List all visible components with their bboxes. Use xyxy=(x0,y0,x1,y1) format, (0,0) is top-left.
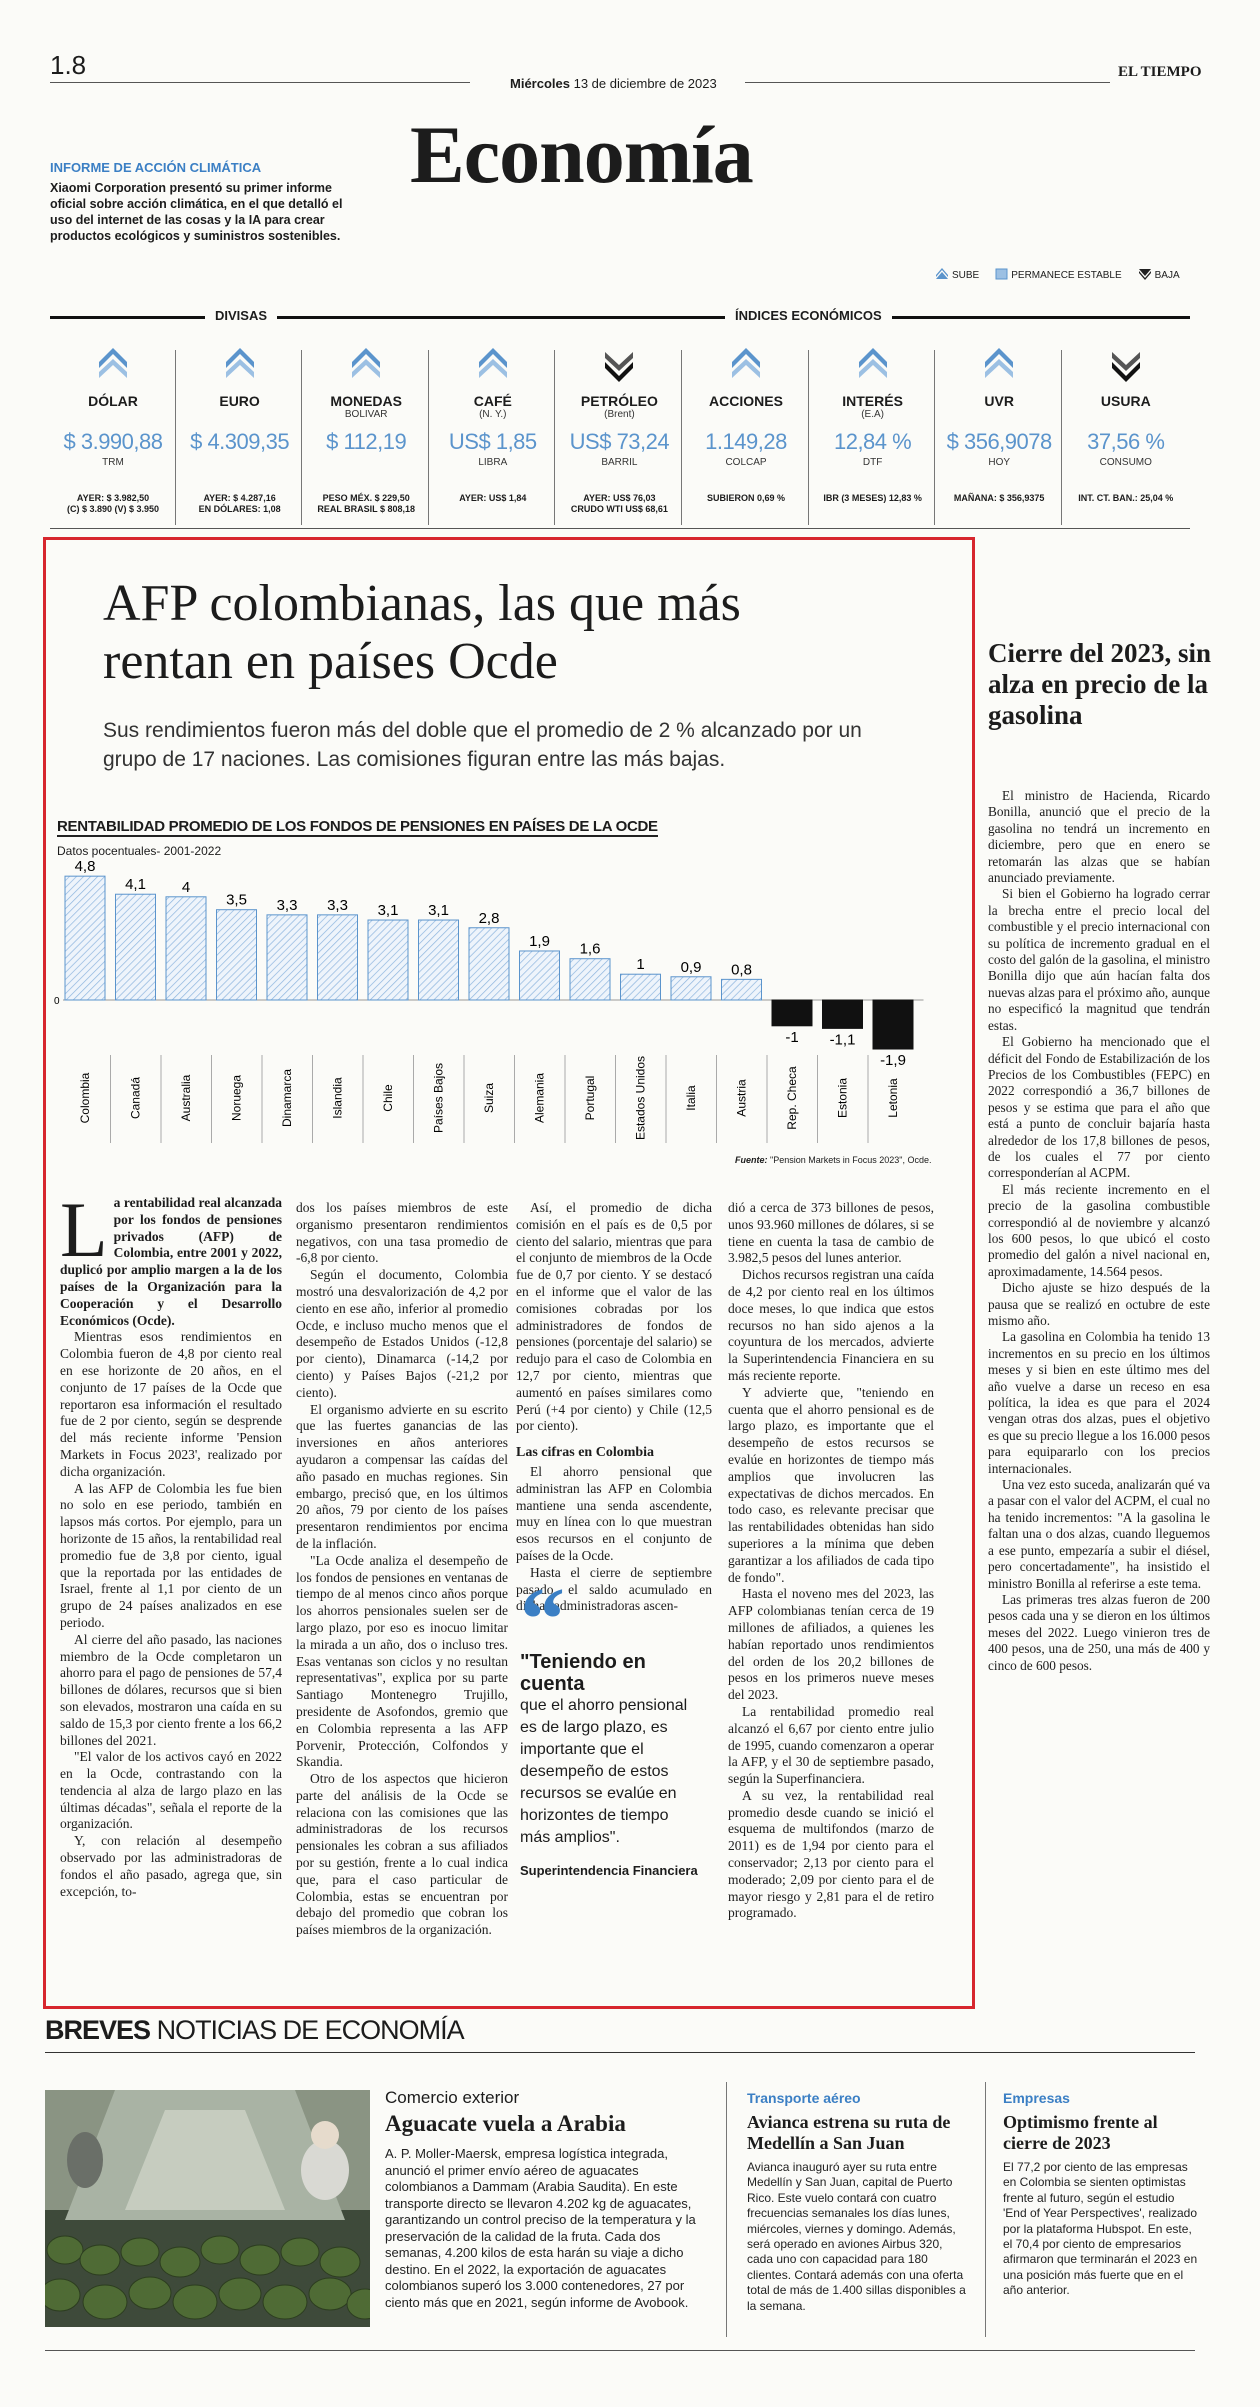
up-arrow-icon xyxy=(430,345,556,385)
indicator-foot: AYER: US$ 76,03 xyxy=(583,493,656,503)
indicator-foot: AYER: $ 3.982,50 xyxy=(76,493,150,503)
stable-square-icon xyxy=(995,268,1008,283)
breve-headline: Aguacate vuela a Arabia xyxy=(385,2111,626,2136)
indicator-sub xyxy=(683,409,809,421)
indicator-dólar xyxy=(50,345,176,525)
indicator-sub: (N. Y.) xyxy=(479,409,507,420)
chart-category-label: Dinamarca xyxy=(280,1068,294,1128)
chart-category-label: Austria xyxy=(734,1079,749,1117)
indicator-divider xyxy=(428,350,429,525)
up-arrow-icon xyxy=(810,345,936,385)
article-paragraph: El organismo advierte en su escrito que las fuertes ganancias de las inversiones en años anteriores ayudaron a compensar las caídas del año pasado en muchas regiones. Sin embargo, precisó que, en los últimos 20 años, 79 por ciento de los países presentaron rendimientos por encima de la inflación. xyxy=(296,1401,508,1551)
indicator-name: CAFÉ xyxy=(473,393,512,409)
indicator-unit: LIBRA xyxy=(478,457,508,468)
up-arrow-icon xyxy=(50,345,176,385)
article-subhead: Las cifras en Colombia xyxy=(516,1445,655,1461)
chart-category-label: Letonia xyxy=(886,1078,900,1118)
chart-category-label: Australia xyxy=(179,1074,193,1122)
pension-returns-chart xyxy=(50,860,950,1155)
chart-category-label: Portugal xyxy=(583,1075,597,1121)
indicator-foot: CRUDO WTI US$ 68,61 xyxy=(570,504,668,514)
indicator-acciones xyxy=(683,345,809,525)
chart-data-label: 2,8 xyxy=(478,909,500,927)
breves-banner xyxy=(45,2015,464,2046)
side-paragraph: El ministro de Hacienda, Ricardo Bonilla, anunció que el precio de la gasolina no tendrá un incremento en diciembre, pero que en enero se retomarán las alzas que se habían anunciado previamente. xyxy=(988,788,1210,886)
indicator-usura xyxy=(1063,345,1189,525)
breve-text: A. P. Moller-Maersk, empresa logística integrada, anunció el primer envío aéreo de aguacates colombianos a Dammam (Arabia Saudita). En este transporte directo se llevaron 4.202 kg de aguacates, garantizando un control preciso de la temperatura y la preservación de la calidad de la fruta. Cada dos semanas, 4.200 kilos de esta harán su viaje a dicho destino. En el 2022, la exportación de aguacates colombianos superó los 3.000 contenedores, 27 por ciento más que en 2021, según informe de Avobook. xyxy=(385,2146,696,2310)
article-paragraph: La rentabilidad promedio real alcanzó el 6,67 por ciento entre julio de 1995, cuando comenzaron a operar la AFP, y el 30 de septiembre pasado, según la Superfinanciera. xyxy=(728,1703,934,1787)
indicator-sub: (E.A) xyxy=(861,409,884,420)
chart-data-label: 0,8 xyxy=(731,961,752,979)
chart-data-label: 1,9 xyxy=(529,932,550,950)
indicator-name: DÓLAR xyxy=(88,393,138,409)
breve-headline: Optimismo frente al cierre de 2023 xyxy=(1003,2112,1158,2153)
indicator-foot: REAL BRASIL $ 808,18 xyxy=(317,504,416,514)
breve-kicker: Empresas xyxy=(1003,2090,1070,2106)
chart-data-label: -1 xyxy=(785,1028,799,1046)
chart-bar xyxy=(520,951,560,1000)
quote-mark-icon: “ xyxy=(520,1570,565,1669)
indicator-divider xyxy=(934,350,935,525)
article-paragraph: Hasta el noveno mes del 2023, las AFP colombianas tenían cerca de 19 millones de afiliados, a quienes les habían reportado unos rendimientos del orden de los 20,2 billones de pesos en los primeros nueve meses del 2023. xyxy=(728,1586,934,1703)
down-arrow-icon xyxy=(556,345,682,385)
indicator-sub xyxy=(177,409,303,421)
indicator-foot: AYER: $ 4.287,16 xyxy=(203,493,276,503)
chart-category-label: Rep. Checa xyxy=(785,1066,799,1130)
article-paragraph: dió a cerca de 373 billones de pesos, unos 93.960 millones de dólares, si se tiene en cuenta la tasa de cambio de 3.982,5 pesos del lunes anterior. xyxy=(728,1200,934,1266)
chart-category-label: Noruega xyxy=(229,1074,244,1122)
chart-data-label: 3,1 xyxy=(377,902,399,920)
chart-category-label: Estados Unidos xyxy=(633,1055,648,1141)
indicator-divider xyxy=(175,350,176,525)
trend-legend xyxy=(935,268,1180,283)
chart-bar xyxy=(318,915,358,1000)
chart-data-label: -1,9 xyxy=(880,1052,906,1070)
chart-data-label: 0,9 xyxy=(680,958,702,976)
indicator-petróleo xyxy=(556,345,682,525)
breves-divider xyxy=(726,2082,727,2337)
indicator-café xyxy=(430,345,556,525)
indicator-foot: (C) $ 3.890 (V) $ 3.950 xyxy=(66,504,160,514)
chart-source-text: "Pension Markets in Focus 2023", Ocde. xyxy=(770,1155,932,1165)
chart-data-label: 3,1 xyxy=(428,902,449,920)
pull-quote xyxy=(520,1570,700,1878)
chart-data-label: 4,1 xyxy=(125,876,146,894)
article-col-3 xyxy=(516,1200,712,1615)
chart-bar xyxy=(166,897,206,1000)
article-paragraph: "La Ocde analiza el desempeño de los fondos de pensiones en ventanas de tiempo de al menos cinco años porque los ahorros pensionales suelen ser de largo plazo, por eso es inocuo limitar la mirada a un año, dos o incluso tres. Esas ventanas son ciclos y no resultan representativas", explica por su parte Santiago Montenegro Trujillo, presidente de Asofondos, gremio que en Colombia representa a las AFP Porvenir, Protección, Colfondos y Skandia. xyxy=(296,1552,508,1770)
chart-category-label: Canadá xyxy=(128,1076,143,1120)
legend-up xyxy=(935,268,979,283)
breve-2 xyxy=(747,2090,967,2314)
indicator-foot: INT. CT. BAN.: 25,04 % xyxy=(1078,493,1174,503)
chart-bar xyxy=(823,1000,863,1028)
chart-data-label: 1 xyxy=(636,956,645,974)
chart-category-label: Italia xyxy=(684,1085,698,1111)
chart-bar xyxy=(217,910,257,1000)
indicator-value: 37,56 % xyxy=(1087,429,1165,454)
header-rule-left xyxy=(50,82,470,83)
avocado-photo xyxy=(45,2090,370,2327)
breve-headline: Avianca estrena su ruta de Medellín a San Juan xyxy=(747,2112,951,2153)
breves-label: BREVES xyxy=(45,2015,151,2045)
legend-up-label: SUBE xyxy=(952,270,980,282)
indicator-value: 1.149,28 xyxy=(705,429,787,454)
article-col-1 xyxy=(60,1186,282,1900)
header-rule-right xyxy=(745,82,1110,83)
article-paragraph: A su vez, la rentabilidad real promedio desde cuando se inició el esquema de multifondos (marzo de 2011) es de 1,94 por ciento para el conservador; 2,13 por ciento para el moderado; 2,09 por ciento para el de mayor riesgo y 2,81 para el de retiro programado. xyxy=(728,1787,934,1921)
chart-bar xyxy=(116,894,156,1000)
indicator-unit: TRM xyxy=(102,457,124,468)
chart-bar xyxy=(469,928,509,1000)
chart-subtitle: Datos pocentuales- 2001-2022 xyxy=(57,844,222,858)
indicator-name: INTERÉS xyxy=(842,393,903,409)
indicator-divider xyxy=(1061,350,1062,525)
article-paragraph: Dichos recursos registran una caída de 4,2 por ciento real en los últimos doce meses, lo que indica que estos recursos no han sido ajenos a la coyuntura de los mercados, advierte la Superintendencia Financiera en su más reciente reporte. xyxy=(728,1267,934,1383)
down-arrow-icon xyxy=(1063,345,1189,385)
indicator-foot: PESO MÉX. $ 229,50 xyxy=(322,493,410,503)
newspaper-name: EL TIEMPO xyxy=(1118,64,1202,80)
chart-data-label: 4,8 xyxy=(74,860,96,876)
chart-bar xyxy=(570,959,610,1000)
indicator-name: PETRÓLEO xyxy=(580,393,658,409)
indicators-bottom-rule xyxy=(50,528,1190,529)
side-headline: Cierre del 2023, sin alza en precio de la gasolina xyxy=(988,638,1211,730)
chart-source-label: Fuente: xyxy=(735,1155,768,1165)
article-lead: a rentabilidad real alcanzada por los fondos de pensiones privados (AFP) de Colombia, entre 2001 y 2022, duplicó por amplio margen a la de los países de la Organización para la Cooperación y el Desarrollo Económicos (Ocde). xyxy=(60,1195,282,1328)
indicator-divider xyxy=(808,350,809,525)
indicator-name: UVR xyxy=(984,393,1014,409)
divisas-label: DIVISAS xyxy=(205,308,277,323)
chart-category-label: Estonia xyxy=(835,1077,850,1119)
indicator-divider xyxy=(301,350,302,525)
chart-bar xyxy=(368,920,408,1000)
indicator-sub: (Brent) xyxy=(604,409,635,420)
indicator-foot: MAÑANA: $ 356,9375 xyxy=(953,493,1045,503)
breve-3 xyxy=(1003,2090,1198,2299)
article-headline: AFP colombianas, las que más rentan en países Ocde xyxy=(103,575,741,690)
legend-down xyxy=(1138,268,1180,283)
breve-text: Avianca inauguró ayer su ruta entre Medellín y San Juan, capital de Puerto Rico. Este vuelo contará con cuatro frecuencias semanales los días lunes, miércoles, viernes y domingo. Además, será operado en aviones Airbus 320, cada uno con capacidad para 180 clientes. Contará además con una oferta total de más de 1.400 sillas disponibles a la semana. xyxy=(747,2160,966,2313)
chart-category-label: Suiza xyxy=(482,1082,496,1114)
breve-text: El 77,2 por ciento de las empresas en Colombia se sienten optimistas frente al futuro, según el estudio 'End of Year Perspectives', realizado por la plataforma Hubspot. En este, el 70,4 por ciento de empresarios afirmaron que terminarán el 2023 en una posición más fuerte que en el año anterior. xyxy=(1003,2160,1198,2298)
indicator-interés xyxy=(810,345,936,525)
indicator-name: MONEDAS xyxy=(330,393,402,409)
chart-category-label: Países Bajos xyxy=(431,1062,446,1134)
indicator-unit: DTF xyxy=(862,457,883,468)
breves-sublabel: NOTICIAS DE ECONOMÍA xyxy=(156,2015,464,2045)
chart-data-label: -1,1 xyxy=(829,1031,856,1049)
up-arrow-icon xyxy=(935,268,949,283)
chart-data-label: 1,6 xyxy=(579,940,601,958)
breve-1 xyxy=(385,2088,715,2311)
article-paragraph: A las AFP de Colombia les fue bien no solo en ese periodo, también en lapsos más cortos. Por ejemplo, para un horizonte de 15 años, la rentabilidad real promedio fue de 3,8 por ciento, igual que la reportada por las entidades de Israel, frente al 1,1 por ciento de un grupo de 24 países analizados en ese periodo. xyxy=(60,1480,282,1630)
chart-category-label: Islandia xyxy=(330,1077,345,1119)
indices-label: ÍNDICES ECONÓMICOS xyxy=(725,308,892,323)
info-tag: INFORME DE ACCIÓN CLIMÁTICA xyxy=(50,160,262,175)
side-paragraph: Una vez esto suceda, analizarán qué va a pasar con el valor del ACPM, el cual no ha tenido incrementos: "A la gasolina le faltan una o dos alzas, cuando lleguemos a ese punto, empezaría a subir el diésel, pero concertadamente", ha insistido el ministro Bonilla al referirse a este tema. xyxy=(988,1477,1210,1591)
footer-rule xyxy=(45,2350,1195,2351)
indicator-unit: BARRIL xyxy=(601,457,638,468)
chart-category-label: Chile xyxy=(381,1084,395,1112)
legend-stable-label: PERMANECE ESTABLE xyxy=(1011,270,1122,282)
article-paragraph: El ahorro pensional que administran las AFP en Colombia mantiene una senda ascendente, muy en línea con lo que muestran esos recursos en el conjunto de países de la Ocde. xyxy=(516,1463,712,1563)
indicator-foot: IBR (3 MESES) 12,83 % xyxy=(823,493,922,503)
quote-source: Superintendencia Financiera xyxy=(520,1863,698,1878)
indicator-sub xyxy=(936,409,1062,421)
article-col-2 xyxy=(296,1200,508,1939)
article-paragraph: Otro de los aspectos que hicieron parte del análisis de la Ocde se relaciona con las comisiones que las administradoras de los recursos pensionales les cobran a sus afiliados por su gestión, frente a lo cual indica que, para el caso particular de Colombia, estas se encuentran por debajo del promedio que cobran los países miembros de la organización. xyxy=(296,1771,508,1938)
indicator-monedas xyxy=(303,345,429,525)
legend-stable xyxy=(995,268,1121,283)
indicator-unit: COLCAP xyxy=(725,457,767,468)
chart-data-label: 3,3 xyxy=(276,896,298,914)
article-paragraph: Y, con relación al desempeño observado por las administradoras de fondos el año pasado, agrega que, sin excepción, to- xyxy=(60,1833,282,1899)
indicator-sub xyxy=(1063,409,1189,421)
down-arrow-icon xyxy=(1138,268,1152,283)
indicator-sub xyxy=(50,409,176,421)
up-arrow-icon xyxy=(683,345,809,385)
indicator-euro xyxy=(177,345,303,525)
indicator-foot: SUBIERON 0,69 % xyxy=(706,493,786,503)
indicator-value: US$ 1,85 xyxy=(448,429,537,454)
indicator-name: EURO xyxy=(219,393,260,409)
up-arrow-icon xyxy=(177,345,303,385)
side-paragraph: Las primeras tres alzas fueron de 200 pesos cada una y se dieron en los últimos meses del 2022. Luego vinieron tres de 400 pesos, una de 250, una más de 400 y cinco de 600 pesos. xyxy=(988,1591,1210,1673)
chart-bar xyxy=(65,876,105,1000)
indicator-name: ACCIONES xyxy=(709,393,783,409)
indicator-unit: CONSUMO xyxy=(1099,457,1152,468)
indicator-sub: BOLIVAR xyxy=(344,409,388,420)
article-paragraph: Mientras esos rendimientos en Colombia fueron de 4,8 por ciento real en ese horizonte de 20 años, en el conjunto de 17 países de la Ocde que reportaron esa información el resultado fue de 2 por ciento, según se desprende del más reciente informe 'Pension Markets in Focus 2023', realizado por dicha organización. xyxy=(60,1329,282,1479)
indicator-value: $ 3.990,88 xyxy=(63,429,163,454)
indicator-foot: EN DÓLARES: 1,08 xyxy=(198,504,281,514)
chart-bar xyxy=(621,974,661,1000)
chart-data-label: 4 xyxy=(181,878,191,896)
indicator-uvr xyxy=(936,345,1062,525)
indicator-divider xyxy=(554,350,555,525)
article-standfirst: Sus rendimientos fueron más del doble que el promedio de 2 % alcanzado por un grupo de 17 naciones. Las comisiones figuran entre las más bajas. xyxy=(103,719,862,771)
dropcap: L xyxy=(60,1186,108,1273)
chart-zero-label: 0 xyxy=(54,996,60,1007)
quote-text: que el ahorro pensional es de largo plazo, es importante que el desempeño de estos recursos se evalúe en horizontes de tiempo más amplios". xyxy=(520,1697,688,1846)
article-paragraph: "El valor de los activos cayó en 2022 en la Ocde, contrastando con la tendencia al alza de largo plazo en las últimas décadas", señala el reporte de la organización. xyxy=(60,1749,282,1832)
indicator-value: 12,84 % xyxy=(833,429,912,454)
side-paragraph: Si bien el Gobierno ha logrado cerrar la brecha entre el precio local del combustible y el precio internacional con su política de incremento gradual en el costo del galón de la gasolina, el ministro Bonilla dijo que aún hacían falta dos nuevas alzas para el próximo año, aunque no especificó la magnitud que tendrán estas. xyxy=(988,886,1210,1033)
article-paragraph: Al cierre del año pasado, las naciones miembro de la Ocde completaron un ahorro para el pago de pensiones de 57,4 billones de dólares, recursos que si bien son elevados, mostraron una caída en su saldo de 15,3 por ciento frente a los 66,2 billones del 2021. xyxy=(60,1631,282,1748)
page-number: 1.8 xyxy=(50,50,87,80)
article-paragraph: Hasta el cierre de septiembre pasado, el saldo acumulado en dichas administradoras ascen- xyxy=(516,1564,712,1614)
chart-source xyxy=(735,1155,931,1165)
chart-bar xyxy=(722,979,762,1000)
side-paragraph: El Gobierno ha mencionado que el déficit del Fondo de Estabilización de los Precios de los Combustibles (FEPC) en 2022 correspondió a 36,7 billones de pesos y se estima que para el año que está a punto de concluir bajaría hasta alrededor de los 17,8 billones de pesos, de los cuales el 77 por ciento corresponderían al ACPM. xyxy=(988,1034,1210,1181)
chart-title: RENTABILIDAD PROMEDIO DE LOS FONDOS DE PENSIONES EN PAÍSES DE LA OCDE xyxy=(57,818,658,835)
indicator-value: US$ 73,24 xyxy=(569,429,670,454)
date-weekday: Miércoles xyxy=(510,76,570,91)
breves-rule xyxy=(45,2052,1195,2053)
article-paragraph: Y advierte que, "teniendo en cuenta que el ahorro pensional es de largo plazo, es importante que el desempeño de estos recursos se evalúe en horizontes de tiempo más amplios que involucren las expectativas de dichos mercados. En todo caso, es relevante precisar que las rentabilidades obtenidas han sido superiores a la mínima que deben garantizar a los afiliados de cada tipo de fondo". xyxy=(728,1384,934,1585)
chart-bar xyxy=(671,977,711,1000)
chart-category-label: Colombia xyxy=(78,1072,92,1124)
side-paragraph: La gasolina en Colombia ha tenido 13 incrementos en su precio en los últimos meses y si bien en este último mes del año vuelve a darse un receso en esa política, la idea es que para el 2024 vengan otras dos alzas, pues el objetivo es que su precio llegue a los 16.000 pesos para equipararlo con los precios internacionales. xyxy=(988,1329,1210,1476)
side-paragraph: Dicho ajuste se hizo después de la pausa que se realizó en octubre de este mismo año. xyxy=(988,1280,1210,1328)
article-paragraph: dos los países miembros de este organismo presentaron rendimientos negativos, con una tasa promedio de -6,8 por ciento. xyxy=(296,1200,508,1266)
breve-kicker: Transporte aéreo xyxy=(747,2090,861,2106)
indicator-foot: AYER: US$ 1,84 xyxy=(459,493,527,503)
up-arrow-icon xyxy=(936,345,1062,385)
date-rest: 13 de diciembre de 2023 xyxy=(573,76,717,91)
indicator-value: $ 356,9078 xyxy=(946,429,1052,454)
indicator-divider xyxy=(681,350,682,525)
breves-divider xyxy=(985,2082,986,2337)
side-paragraph: El más reciente incremento en el precio de la gasolina combustible correspondió al de noviembre y alcanzó los 600 pesos, lo que ubicó el costo promedio del galón a nivel nacional en, aproximadamente, 14.564 pesos. xyxy=(988,1181,1210,1279)
breve-kicker: Comercio exterior xyxy=(385,2088,520,2107)
indicator-name: USURA xyxy=(1100,393,1151,409)
article-paragraph: Según el documento, Colombia mostró una desvalorización de 4,2 por ciento en ese año, inferior al promedio Ocde, e incluso mucho menos que el desempeño de Estados Unidos (-12,8 por ciento), Dinamarca (-14,2 por ciento) y Países Bajos (-21,2 por ciento). xyxy=(296,1267,508,1400)
article-paragraph: Así, el promedio de dicha comisión en el país es de 0,5 por ciento del salario, mientras que para el conjunto de miembros de la Ocde fue de 0,7 por ciento. Y se destacó en el informe que el valor de las comisiones cobradas por los administradores de fondos de pensiones (porcentaje del salario) se redujo para el caso de Colombia en 12,7 por ciento, mientras que aumentó en países similares como Perú (+4 por ciento) y Chile (12,5 por ciento). xyxy=(516,1200,712,1434)
indicator-unit: HOY xyxy=(988,457,1011,468)
section-title: Economía xyxy=(410,109,753,200)
indicator-value: $ 112,19 xyxy=(326,429,407,454)
article-col-4 xyxy=(728,1200,934,1922)
chart-data-label: 3,5 xyxy=(226,891,247,909)
chart-data-label: 3,3 xyxy=(327,896,348,914)
up-arrow-icon xyxy=(303,345,429,385)
quote-lead: "Teniendo en cuenta xyxy=(520,1651,646,1695)
chart-bar xyxy=(772,1000,812,1026)
chart-bar xyxy=(267,915,307,1000)
chart-bar xyxy=(419,920,459,1000)
dateline xyxy=(510,76,717,91)
legend-down-label: BAJA xyxy=(1154,270,1180,282)
side-article xyxy=(988,788,1210,1674)
info-text: Xiaomi Corporation presentó su primer informe oficial sobre acción climática, en el que detalló el uso del internet de las cosas y la IA para crear productos ecológicos y suministros sostenibles. xyxy=(50,181,343,243)
chart-category-label: Alemania xyxy=(532,1072,547,1124)
indicator-value: $ 4.309,35 xyxy=(190,429,290,454)
chart-bar xyxy=(873,1000,913,1049)
